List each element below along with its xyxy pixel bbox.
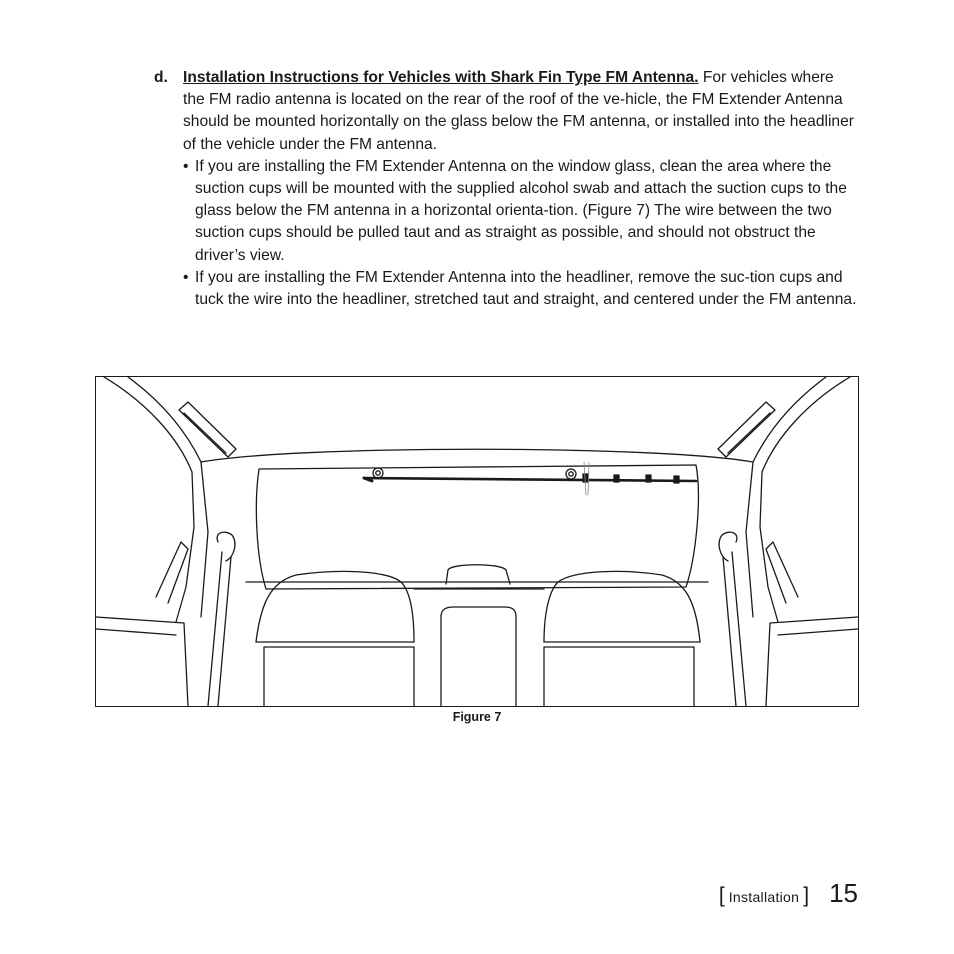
- instruction-section: [154, 67, 859, 311]
- page-number: 15: [829, 878, 858, 908]
- wire-clip-2: [614, 475, 619, 482]
- right-door-trim: [778, 629, 858, 635]
- section-heading: Installation Instructions for Vehicles with Shark Fin Type FM Antenna.: [183, 69, 699, 86]
- intro-paragraph: [183, 67, 859, 156]
- item-marker: d.: [154, 69, 168, 86]
- left-belt-anchor: [217, 532, 235, 561]
- suction-cup-left-center: [376, 471, 380, 475]
- footer-section-label: Installation: [728, 889, 800, 905]
- right-seat-cushion: [544, 647, 694, 706]
- left-window-edge: [156, 542, 188, 603]
- rear-window: [256, 465, 698, 589]
- suction-cup-right: [566, 469, 576, 479]
- figure-caption: Figure 7: [452, 710, 502, 724]
- left-pillar-outline: [104, 377, 194, 622]
- intro-text: For vehicles where the FM radio antenna is located on the rear of the roof of the ve-hicle, the FM Extender Antenna should be mounted horizontally on the glass below the FM antenna, or installed into the headliner of the vehicle under the FM antenna.: [183, 69, 854, 153]
- car-interior-drawing: [96, 377, 858, 706]
- bullet-text: If you are installing the FM Extender Antenna on the window glass, clean the area where the suction cups will be mounted with the supplied alcohol swab and attach the suction cups to the glass below the FM antenna in a horizontal orienta-tion. (Figure 7) The wire between the two suction cups should be pulled taut and as straight as possible, and should not obstruct the driver’s view.: [195, 157, 847, 264]
- wire-clip-3: [646, 475, 651, 482]
- left-pillar-inner: [128, 377, 208, 617]
- left-grab-handle: [179, 402, 236, 457]
- right-grab-handle: [718, 402, 775, 457]
- headliner-edge: [201, 449, 753, 462]
- right-window-edge: [766, 542, 798, 603]
- bullet-text: If you are installing the FM Extender Antenna into the headliner, remove the suc-tion cups and tuck the wire into the headliner, stretched taut and straight, and centered under the FM antenna.: [195, 268, 857, 309]
- suction-cup-right-center: [569, 472, 573, 476]
- right-belt-anchor: [719, 532, 737, 561]
- center-armrest: [441, 607, 516, 706]
- left-seat-cushion: [264, 647, 414, 706]
- left-door-trim: [96, 629, 176, 635]
- figure-7-illustration: [95, 376, 859, 707]
- center-headrest: [446, 565, 510, 584]
- page-footer: [719, 878, 858, 909]
- footer-bracket-close: ]: [803, 884, 810, 907]
- wire-clip-4: [674, 476, 679, 483]
- bullet-item: [183, 156, 859, 267]
- wire-connector-detail-2: [588, 462, 589, 495]
- right-pillar-inner: [746, 377, 826, 617]
- bullet-dot: •: [183, 268, 189, 286]
- bullet-dot: •: [183, 157, 189, 175]
- bullet-list: [183, 156, 859, 311]
- footer-bracket-open: [: [718, 884, 725, 907]
- right-pillar-outline: [760, 377, 850, 622]
- bullet-item: [183, 267, 859, 311]
- suction-cup-left: [373, 468, 383, 478]
